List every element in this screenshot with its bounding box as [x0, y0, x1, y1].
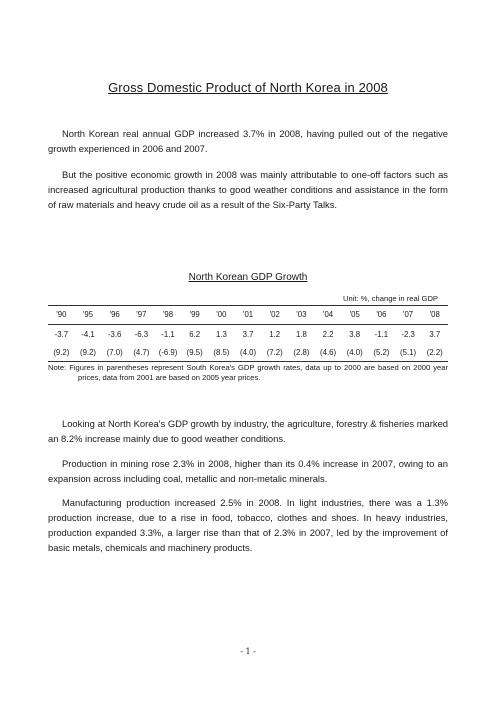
year-header-cell: '90: [56, 310, 67, 319]
body-paragraph-3: Manufacturing production increased 2.5% in 2008. In light industries, there was a 1.3% production increase, due to a rise in food, tobacco, clothes and shoes. In heavy industries, production expanded 3.3%, a larger rise than that of 2.3% in 2007, led by the improvement of basic metals, chemicals and machinery products.: [48, 497, 448, 553]
south-korea-growth-cell: (4.7): [133, 348, 150, 357]
year-header-cell: '05: [349, 310, 360, 319]
year-header-cell: '02: [269, 310, 280, 319]
south-korea-growth-cell: (4.0): [346, 348, 363, 357]
south-korea-growth-cell: (4.0): [240, 348, 257, 357]
page-number: - 1 -: [240, 647, 256, 656]
year-header-cell: '06: [376, 310, 387, 319]
table-header-row: [48, 308, 448, 322]
body-paragraph-2: Production in mining rose 2.3% in 2008, higher than its 0.4% increase in 2007, owing to an expansion across including coal, metallic and non-metalic minerals.: [48, 458, 448, 484]
north-korea-growth-cell: 1.2: [269, 330, 281, 339]
south-korea-growth-cell: (-6.9): [158, 348, 178, 357]
south-korea-growth-cell: (4.6): [320, 348, 337, 357]
south-korea-growth-cell: (2.8): [293, 348, 310, 357]
year-header-cell: '96: [109, 310, 120, 319]
year-header-cell: '01: [242, 310, 254, 319]
table-header-rule: [48, 324, 448, 325]
intro-paragraph-2: But the positive economic growth in 2008 was mainly attributable to one-off factors such as increased agricultural production thanks to good weather conditions and assistance in the form of raw materials and heavy crude oil as a result of the Six-Party Talks.: [48, 169, 448, 210]
north-korea-growth-cell: 3.7: [242, 330, 254, 339]
year-header-cell: '03: [296, 310, 307, 319]
north-korea-growth-cell: -3.6: [107, 330, 122, 339]
north-korea-growth-cell: -1.1: [374, 330, 389, 339]
north-korea-growth-cell: -6.3: [134, 330, 149, 339]
south-korea-growth-cell: (5.2): [373, 348, 390, 357]
south-korea-growth-cell: (9.2): [79, 348, 97, 357]
document-title: Gross Domestic Product of North Korea in 2008: [108, 80, 388, 95]
body-paragraph-1: Looking at North Korea's GDP growth by industry, the agriculture, forestry & fisheries marked an 8.2% increase mainly due to good weather conditions.: [48, 418, 448, 444]
south-korea-growth-cell: (7.0): [106, 348, 123, 357]
year-header-cell: '98: [162, 310, 174, 319]
north-korea-growth-cell: 2.2: [322, 330, 334, 339]
table-unit: Unit: %, change in real GDP: [343, 294, 438, 303]
table-top-rule: [48, 305, 448, 306]
year-header-cell: '07: [402, 310, 414, 319]
intro-paragraph-1: North Korean real annual GDP increased 3.7% in 2008, having pulled out of the negative growth experienced in 2006 and 2007.: [48, 128, 448, 154]
south-korea-growth-cell: (7.2): [266, 348, 283, 357]
north-korea-growth-cell: -2.3: [401, 330, 415, 339]
year-header-cell: '97: [136, 310, 147, 319]
north-korea-growth-cell: -1.1: [161, 330, 175, 339]
year-header-cell: '04: [322, 310, 334, 319]
south-korea-growth-cell: (9.2): [53, 348, 70, 357]
north-korea-growth-cell: 1.8: [295, 330, 307, 339]
south-korea-growth-cell: (8.5): [213, 348, 230, 357]
table-row-north-korea: [48, 328, 448, 342]
north-korea-growth-cell: -3.7: [54, 330, 69, 339]
north-korea-growth-cell: 3.8: [349, 330, 361, 339]
north-korea-growth-cell: 3.7: [429, 330, 441, 339]
south-korea-growth-cell: (2.2): [426, 348, 443, 357]
north-korea-growth-cell: 6.2: [189, 330, 201, 339]
year-header-cell: '08: [429, 310, 440, 319]
table-title: North Korean GDP Growth: [188, 272, 308, 283]
north-korea-growth-cell: -4.1: [81, 330, 95, 339]
south-korea-growth-cell: (5.1): [400, 348, 417, 357]
year-header-cell: '00: [216, 310, 227, 319]
table-note: Note: Figures in parentheses represent South Korea's GDP growth rates, data up to 2000 are based on 2000 year prices, data from 2001 are based on 2005 year prices.: [48, 363, 448, 382]
south-korea-growth-cell: (9.5): [186, 348, 203, 357]
table-row-south-korea: [48, 346, 448, 360]
north-korea-growth-cell: 1.3: [215, 330, 227, 339]
year-header-cell: '99: [189, 310, 200, 319]
year-header-cell: '95: [82, 310, 94, 319]
table-bottom-rule: [48, 361, 448, 362]
